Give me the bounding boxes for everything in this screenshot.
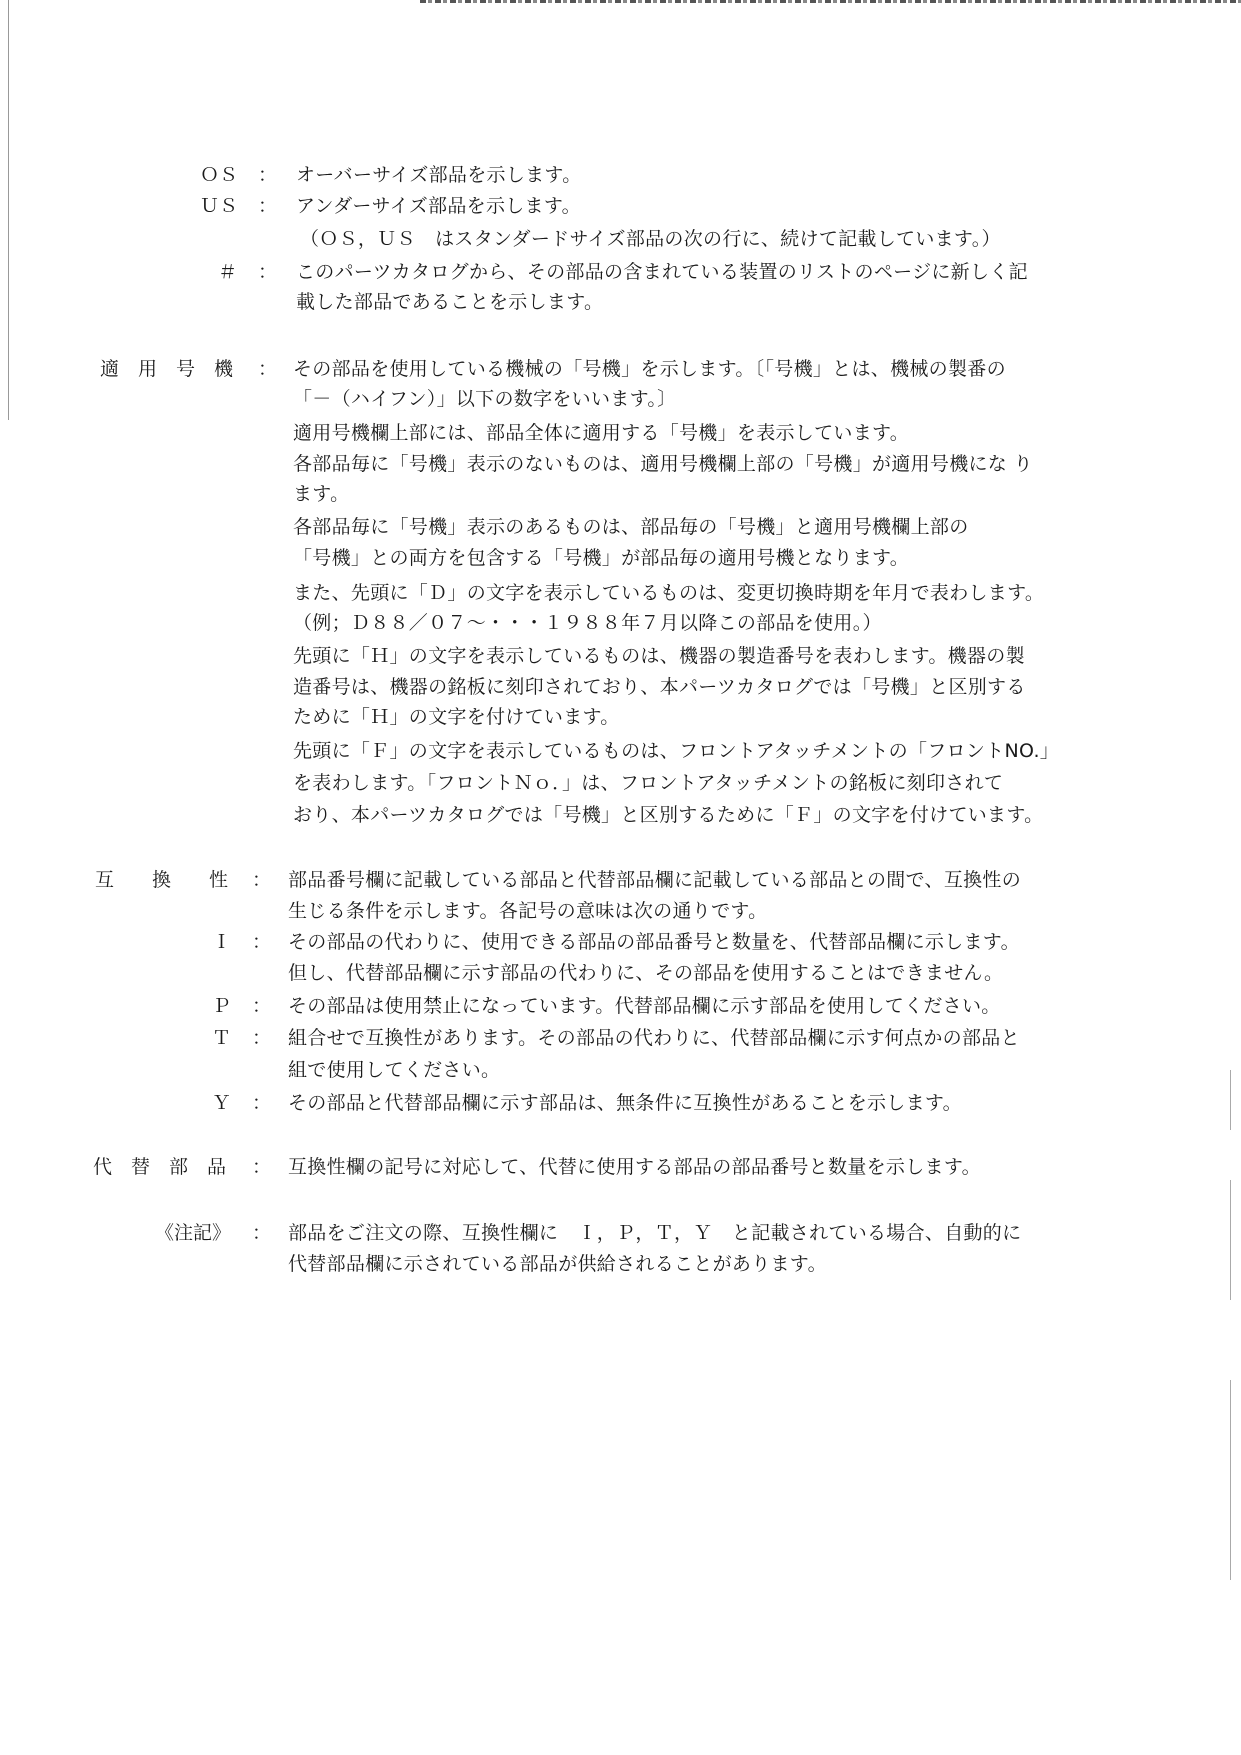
scan-right-speck: [1230, 1070, 1231, 1130]
applicable-line: 先頭に「Ｈ」の文字を表示しているものは、機器の製造番号を表わします。機器の製: [293, 645, 1025, 667]
us-line: アンダーサイズ部品を示します。: [296, 195, 581, 217]
compat-p-label: Ｐ: [212, 995, 232, 1017]
substitute-line: 互換性欄の記号に対応して、代替に使用する部品の部品番号と数量を示します。: [288, 1156, 981, 1178]
compat-p-line: その部品は使用禁止になっています。代替部品欄に示す部品を使用してください。: [288, 995, 1001, 1017]
applicable-label: 適 用 号 機: [100, 358, 234, 380]
compat-t-label: Ｔ: [212, 1027, 232, 1049]
colon: ：: [258, 261, 278, 283]
scan-right-speck: [1230, 1380, 1231, 1580]
applicable-line: 各部品毎に「号機」表示のあるものは、部品毎の「号機」と適用号機欄上部の: [293, 516, 969, 538]
scan-right-speck: [1230, 1180, 1231, 1300]
colon: ：: [258, 358, 278, 380]
applicable-line: 造番号は、機器の銘板に刻印されており、本パーツカタログでは「号機」と区別する: [293, 676, 1026, 698]
colon: ：: [252, 1156, 272, 1178]
colon: ：: [252, 1222, 272, 1244]
colon: ：: [252, 869, 272, 891]
compat-i-line: 但し、代替部品欄に示す部品の代わりに、その部品を使用することはできません。: [288, 962, 1004, 984]
scan-left-edge: [8, 0, 9, 420]
applicable-line: （例；Ｄ８８／０７～・・・１９８８年７月以降この部品を使用。）: [293, 612, 882, 634]
applicable-line: また、先頭に「Ｄ」の文字を表示しているものは、変更切換時期を年月で表わします。: [293, 582, 1045, 604]
colon: ：: [258, 164, 278, 186]
compat-i-label: Ｉ: [212, 931, 232, 953]
note-line: 代替部品欄に示されている部品が供給されることがあります。: [288, 1253, 827, 1275]
applicable-line: 「－（ハイフン）」以下の数字をいいます。〕: [293, 388, 677, 410]
us-label: ＵＳ: [200, 195, 239, 217]
applicable-line: ます。: [293, 483, 350, 505]
hash-line: 載した部品であることを示します。: [296, 291, 604, 313]
compat-y-line: その部品と代替部品欄に示す部品は、無条件に互換性があることを示します。: [288, 1092, 962, 1114]
colon: ：: [252, 995, 272, 1017]
colon: ：: [258, 195, 278, 217]
us-line: （ＯＳ，ＵＳ はスタンダードサイズ部品の次の行に、続けて記載しています。）: [300, 228, 1001, 250]
colon: ：: [252, 931, 272, 953]
applicable-line: を表わします。「フロントＮｏ．」は、フロントアタッチメントの銘板に刻印されて: [293, 772, 1004, 794]
compat-line: 部品番号欄に記載している部品と代替部品欄に記載している部品との間で、互換性の: [288, 869, 1022, 891]
scan-top-border: [420, 0, 1241, 3]
applicable-line: 「号機」との両方を包含する「号機」が部品毎の適用号機となります。: [293, 547, 910, 569]
substitute-label: 代 替 部 品: [93, 1156, 227, 1178]
compat-y-label: Ｙ: [212, 1092, 232, 1114]
note-label: 《注記》: [155, 1222, 232, 1244]
applicable-line: その部品を使用している機械の「号機」を示します。〔「号機」とは、機械の製番の: [293, 358, 1006, 380]
compat-line: 生じる条件を示します。各記号の意味は次の通りです。: [288, 900, 768, 922]
applicable-line: おり、本パーツカタログでは「号機」と区別するために「Ｆ」の文字を付けています。: [293, 804, 1044, 826]
os-label: ＯＳ: [200, 164, 239, 186]
applicable-line: 適用号機欄上部には、部品全体に適用する「号機」を表示しています。: [293, 422, 910, 444]
applicable-line: 先頭に「Ｆ」の文字を表示しているものは、フロントアタッチメントの「フロントNO.」: [293, 740, 1060, 762]
compat-i-line: その部品の代わりに、使用できる部品の部品番号と数量を、代替部品欄に示します。: [288, 931, 1020, 953]
colon: ：: [252, 1092, 272, 1114]
compat-label: 互 換 性: [95, 869, 229, 891]
colon: ：: [252, 1027, 272, 1049]
applicable-line: 各部品毎に「号機」表示のないものは、適用号機欄上部の「号機」が適用号機にな り: [293, 453, 1033, 475]
applicable-line: ために「Ｈ」の文字を付けています。: [293, 706, 620, 728]
compat-t-line: 組合せで互換性があります。その部品の代わりに、代替部品欄に示す何点かの部品と: [288, 1027, 1020, 1049]
os-line: オーバーサイズ部品を示します。: [296, 164, 582, 186]
hash-line: このパーツカタログから、その部品の含まれている装置のリストのページに新しく記: [296, 261, 1028, 283]
note-line: 部品をご注文の際、互換性欄に Ｉ，Ｐ，Ｔ，Ｙ と記載されている場合、自動的に: [288, 1222, 1022, 1244]
compat-t-line: 組で使用してください。: [288, 1059, 501, 1081]
hash-label: ＃: [218, 261, 238, 283]
